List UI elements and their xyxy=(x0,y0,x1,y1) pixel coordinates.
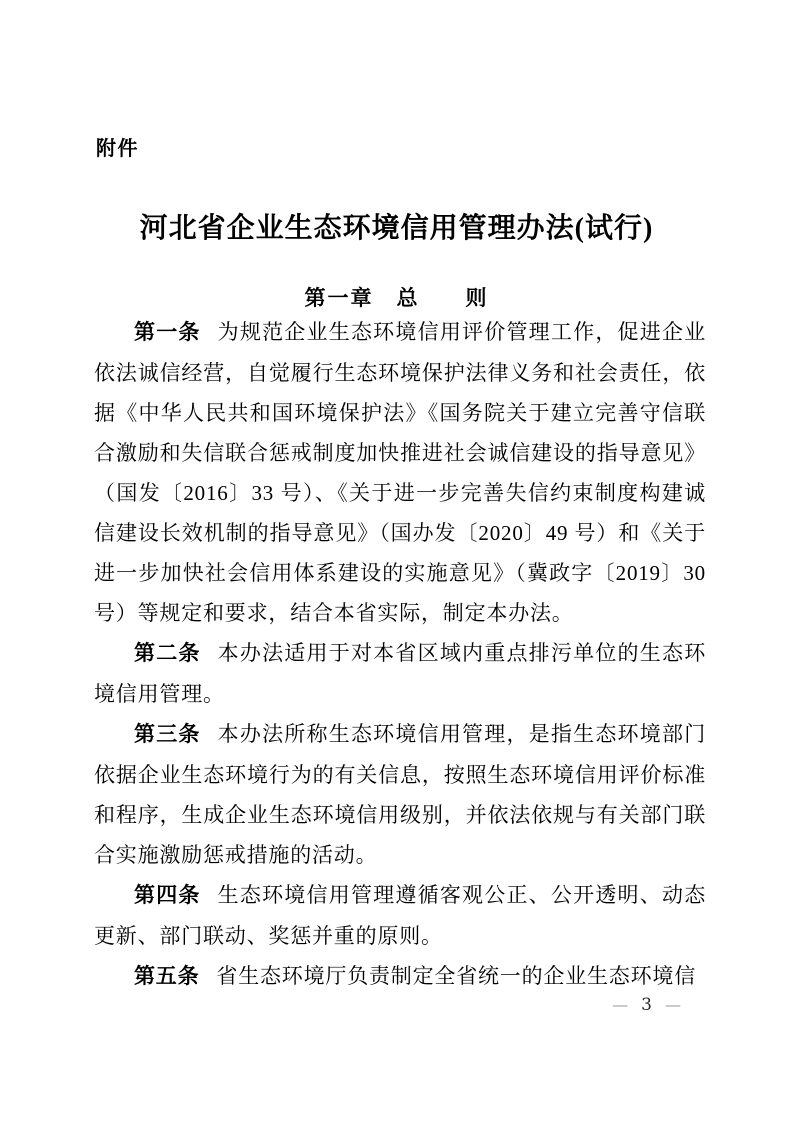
chapter-heading: 第一章 总 则 xyxy=(304,287,489,310)
article-5-label: 第五条 xyxy=(134,965,200,988)
article-3-label: 第三条 xyxy=(134,723,201,746)
document-body xyxy=(94,312,706,997)
article-5-text: 省生态环境厅负责制定全省统一的企业生态环境信 xyxy=(216,964,697,988)
article-paragraph-4 xyxy=(94,875,706,956)
article-paragraph-1 xyxy=(94,312,706,633)
article-1-text: 为规范企业生态环境信用评价管理工作，促进企业依法诚信经营，自觉履行生态环境保护法律义务和社会责任，依据《中华人民共和国环境保护法》《国务院关于建立完善守信联合激励和失信联合惩戒制度加快推进社会诚信建设的指导意见》（国发〔2016〕33 号）、《关于进一步完善失信约束制度构建诚信建设长效机制的指导意见》（国办发〔2020〕49 号）和《关于进一步加快社会信用体系建设的实施意见》（冀政字〔2019〕30 号）等规定和要求，结合本省实际，制定本办法。 xyxy=(94,320,706,625)
article-paragraph-5 xyxy=(94,956,706,997)
article-4-text: 生态环境信用管理遵循客观公正、公开透明、动态更新、部门联动、奖惩并重的原则。 xyxy=(94,883,706,948)
article-2-label: 第二条 xyxy=(134,642,201,665)
article-paragraph-2 xyxy=(94,633,706,714)
page-footer xyxy=(612,995,681,1015)
article-1-label: 第一条 xyxy=(134,321,201,344)
article-3-text: 本办法所称生态环境信用管理，是指生态环境部门依据企业生态环境行为的有关信息，按照生态环境信用评价标准和程序，生成企业生态环境信用级别，并依法依规与有关部门联合实施激励惩戒措施的活动。 xyxy=(94,722,706,867)
footer-dash-left: — xyxy=(612,995,629,1014)
document-title: 河北省企业生态环境信用管理办法(试行) xyxy=(139,213,654,244)
article-2-text: 本办法适用于对本省区域内重点排污单位的生态环境信用管理。 xyxy=(94,641,706,706)
article-4-label: 第四条 xyxy=(134,884,201,907)
page-number: 3 xyxy=(641,995,652,1015)
article-paragraph-3 xyxy=(94,714,706,875)
attachment-label: 附件 xyxy=(96,138,139,160)
footer-dash-right: — xyxy=(665,995,681,1014)
